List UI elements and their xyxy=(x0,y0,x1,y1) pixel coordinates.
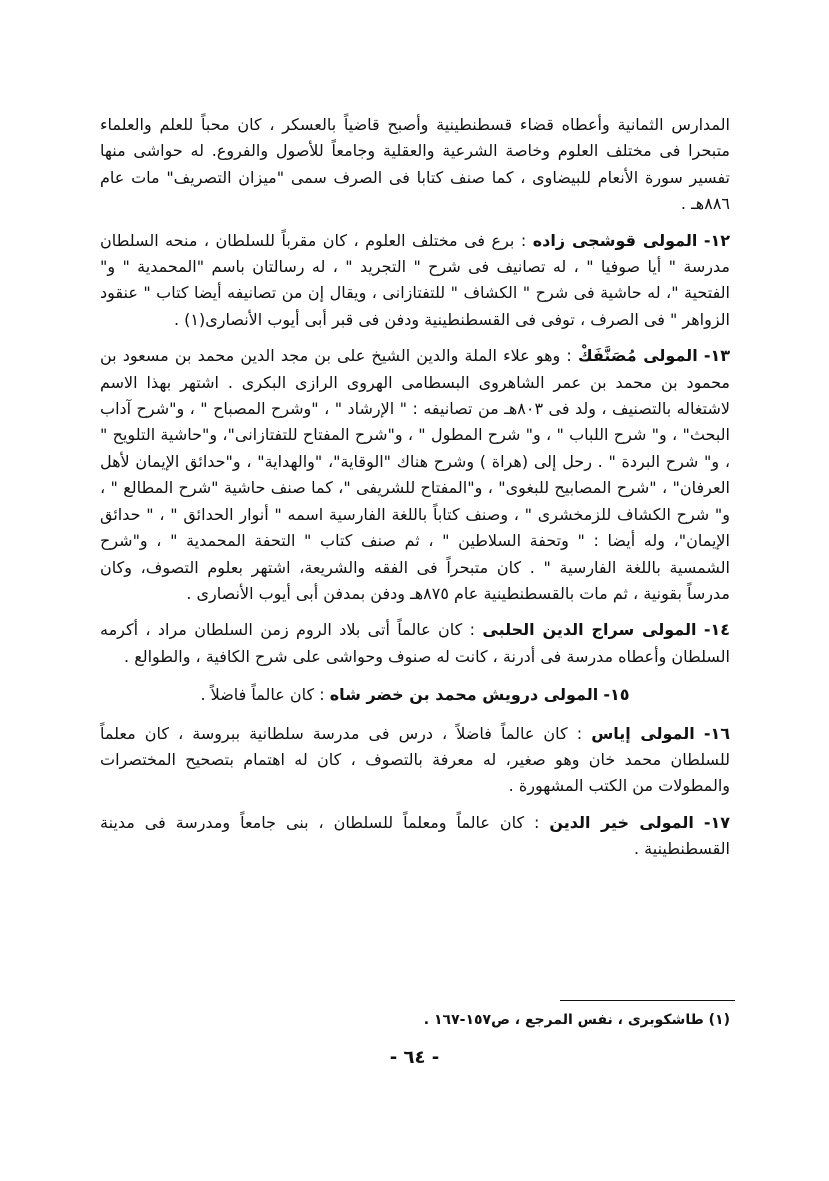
entry-name: المولى درويش محمد بن خضر شاه xyxy=(329,685,599,705)
footnote-divider xyxy=(560,1000,735,1001)
paragraph-text: : وهو علاء الملة والدين الشيخ على بن مجد الدين محمد بن مسعود بن محمود بن محمد بن عمر الشاهروى البسطامى الهروى الرازى البكرى . اشتهر بهذا الاسم لاشتغاله بالتصنيف ، ولد فى ٨٠٣هـ من تصانيفه : " الإرشاد " ، "وشرح المصباح " ، و"شرح آداب البحث" ، و" شرح اللباب " ، و" شرح المطول " ، و"شرح المفتاح للتفتازانى"، و"حاشية التلويح " ، و" شرح البردة " . رحل إلى (هراة ) وشرح هناك "الوقاية"، "والهداية" ، و"حدائق الإيمان لأهل العرفان" ، "شرح المصابيح للبغوى" ، و"المفتاح للشريفى "، كما صنف حاشية "شرح المطالع " ، و" شرح الكشاف للزمخشرى " ، وصنف كتاباً باللغة الفارسية اسمه " أنوار الحدائق " ، " حدائق الإيمان"، وله أيضا : " وتحفة السلاطين " ، ثم صنف كتاب " التحفة المحمدية " ، و"شرح الشمسية باللغة الفارسية " . كان متبحراً فى الفقه والشريعة، اشتهر بعلوم التصوف، وكان مدرساً بقونية ، ثم مات بالقسطنطينية عام ٨٧٥هـ ودفن بمدفن أبى أيوب الأنصارى . xyxy=(100,346,731,603)
entry-name: المولى إياس xyxy=(591,723,695,743)
entry-number: ١٢- xyxy=(703,230,730,250)
paragraph-text: : كان عالماً فاضلاً . xyxy=(200,685,325,705)
footnote: (١) طاشكوبرى ، نفس المرجع ، ص١٥٧-١٦٧ . xyxy=(423,1012,730,1028)
entry-name: المولى مُصَنَّفَكْ xyxy=(577,346,698,366)
entry-number: ١٧- xyxy=(703,812,730,832)
entry-name: المولى قوشجى زاده xyxy=(532,230,698,250)
paragraph-text: : كان عالماً أتى بلاد الروم زمن السلطان مراد ، أكرمه السلطان وأعطاه مدرسة فى أدرنة ، كانت له صنوف وحواشى على شرح الكافية ، والطوالع . xyxy=(100,620,730,666)
entry-number: ١٤- xyxy=(703,620,730,640)
entry-name: المولى سراج الدين الحلبى xyxy=(482,620,697,640)
entry-number: ١٦- xyxy=(703,723,731,743)
paragraph-text: المدارس الثمانية وأعطاه قضاء قسطنطينية وأصبح قاضياً بالعسكر ، كان محباً للعلم والعلماء متبحرا فى مختلف العلوم وخاصة الشرعية والعقلية وجامعاً للأصول والفروع. له حواشى منها تفسير سورة الأنعام للبيضاوى ، كما صنف كتابا فى الصرف سمى "ميزان التصريف" مات عام ٨٨٦هـ . xyxy=(100,115,730,214)
paragraph-entry-12 xyxy=(100,228,730,334)
entry-name: المولى خير الدين xyxy=(549,812,694,832)
paragraph-intro xyxy=(100,112,730,218)
entry-number: ١٥- xyxy=(603,685,630,705)
entry-number: ١٣- xyxy=(703,346,731,366)
paragraph-entry-16 xyxy=(100,721,730,800)
paragraph-entry-17 xyxy=(100,810,730,863)
page-number: - ٦٤ - xyxy=(389,1047,440,1068)
paragraph-entry-15 xyxy=(100,682,730,708)
paragraph-entry-13 xyxy=(100,343,730,607)
paragraph-text: : كان عالماً ومعلماً للسلطان ، بنى جامعاً ومدرسة فى مدينة القسطنطينية . xyxy=(100,812,730,859)
paragraph-entry-14 xyxy=(100,617,730,670)
paragraph-text: : برع فى مختلف العلوم ، كان مقرباً للسلطان ، منحه السلطان مدرسة " أيا صوفيا " ، له تصانيف فى شرح " التجريد " ، له رسالتان باسم "المحمدية " و" الفتحية "، له حاشية فى شرح " الكشاف " للتفتازانى ، ويقال إن من تصانيفه أيضا كتاب " عنقود الزواهر " فى الصرف ، توفى فى القسطنطينية ودفن فى قبر أبى أيوب الأنصارى(١) . xyxy=(100,230,730,329)
page-body xyxy=(100,112,730,863)
paragraph-text: : كان عالماً فاضلاً ، درس فى مدرسة سلطانية ببروسة ، كان معلماً للسلطان محمد خان وهو صغير، له معرفة بالتصوف ، كان له اهتمام بتصحيح المختصرات والمطولات من الكتب المشهورة . xyxy=(100,723,730,796)
